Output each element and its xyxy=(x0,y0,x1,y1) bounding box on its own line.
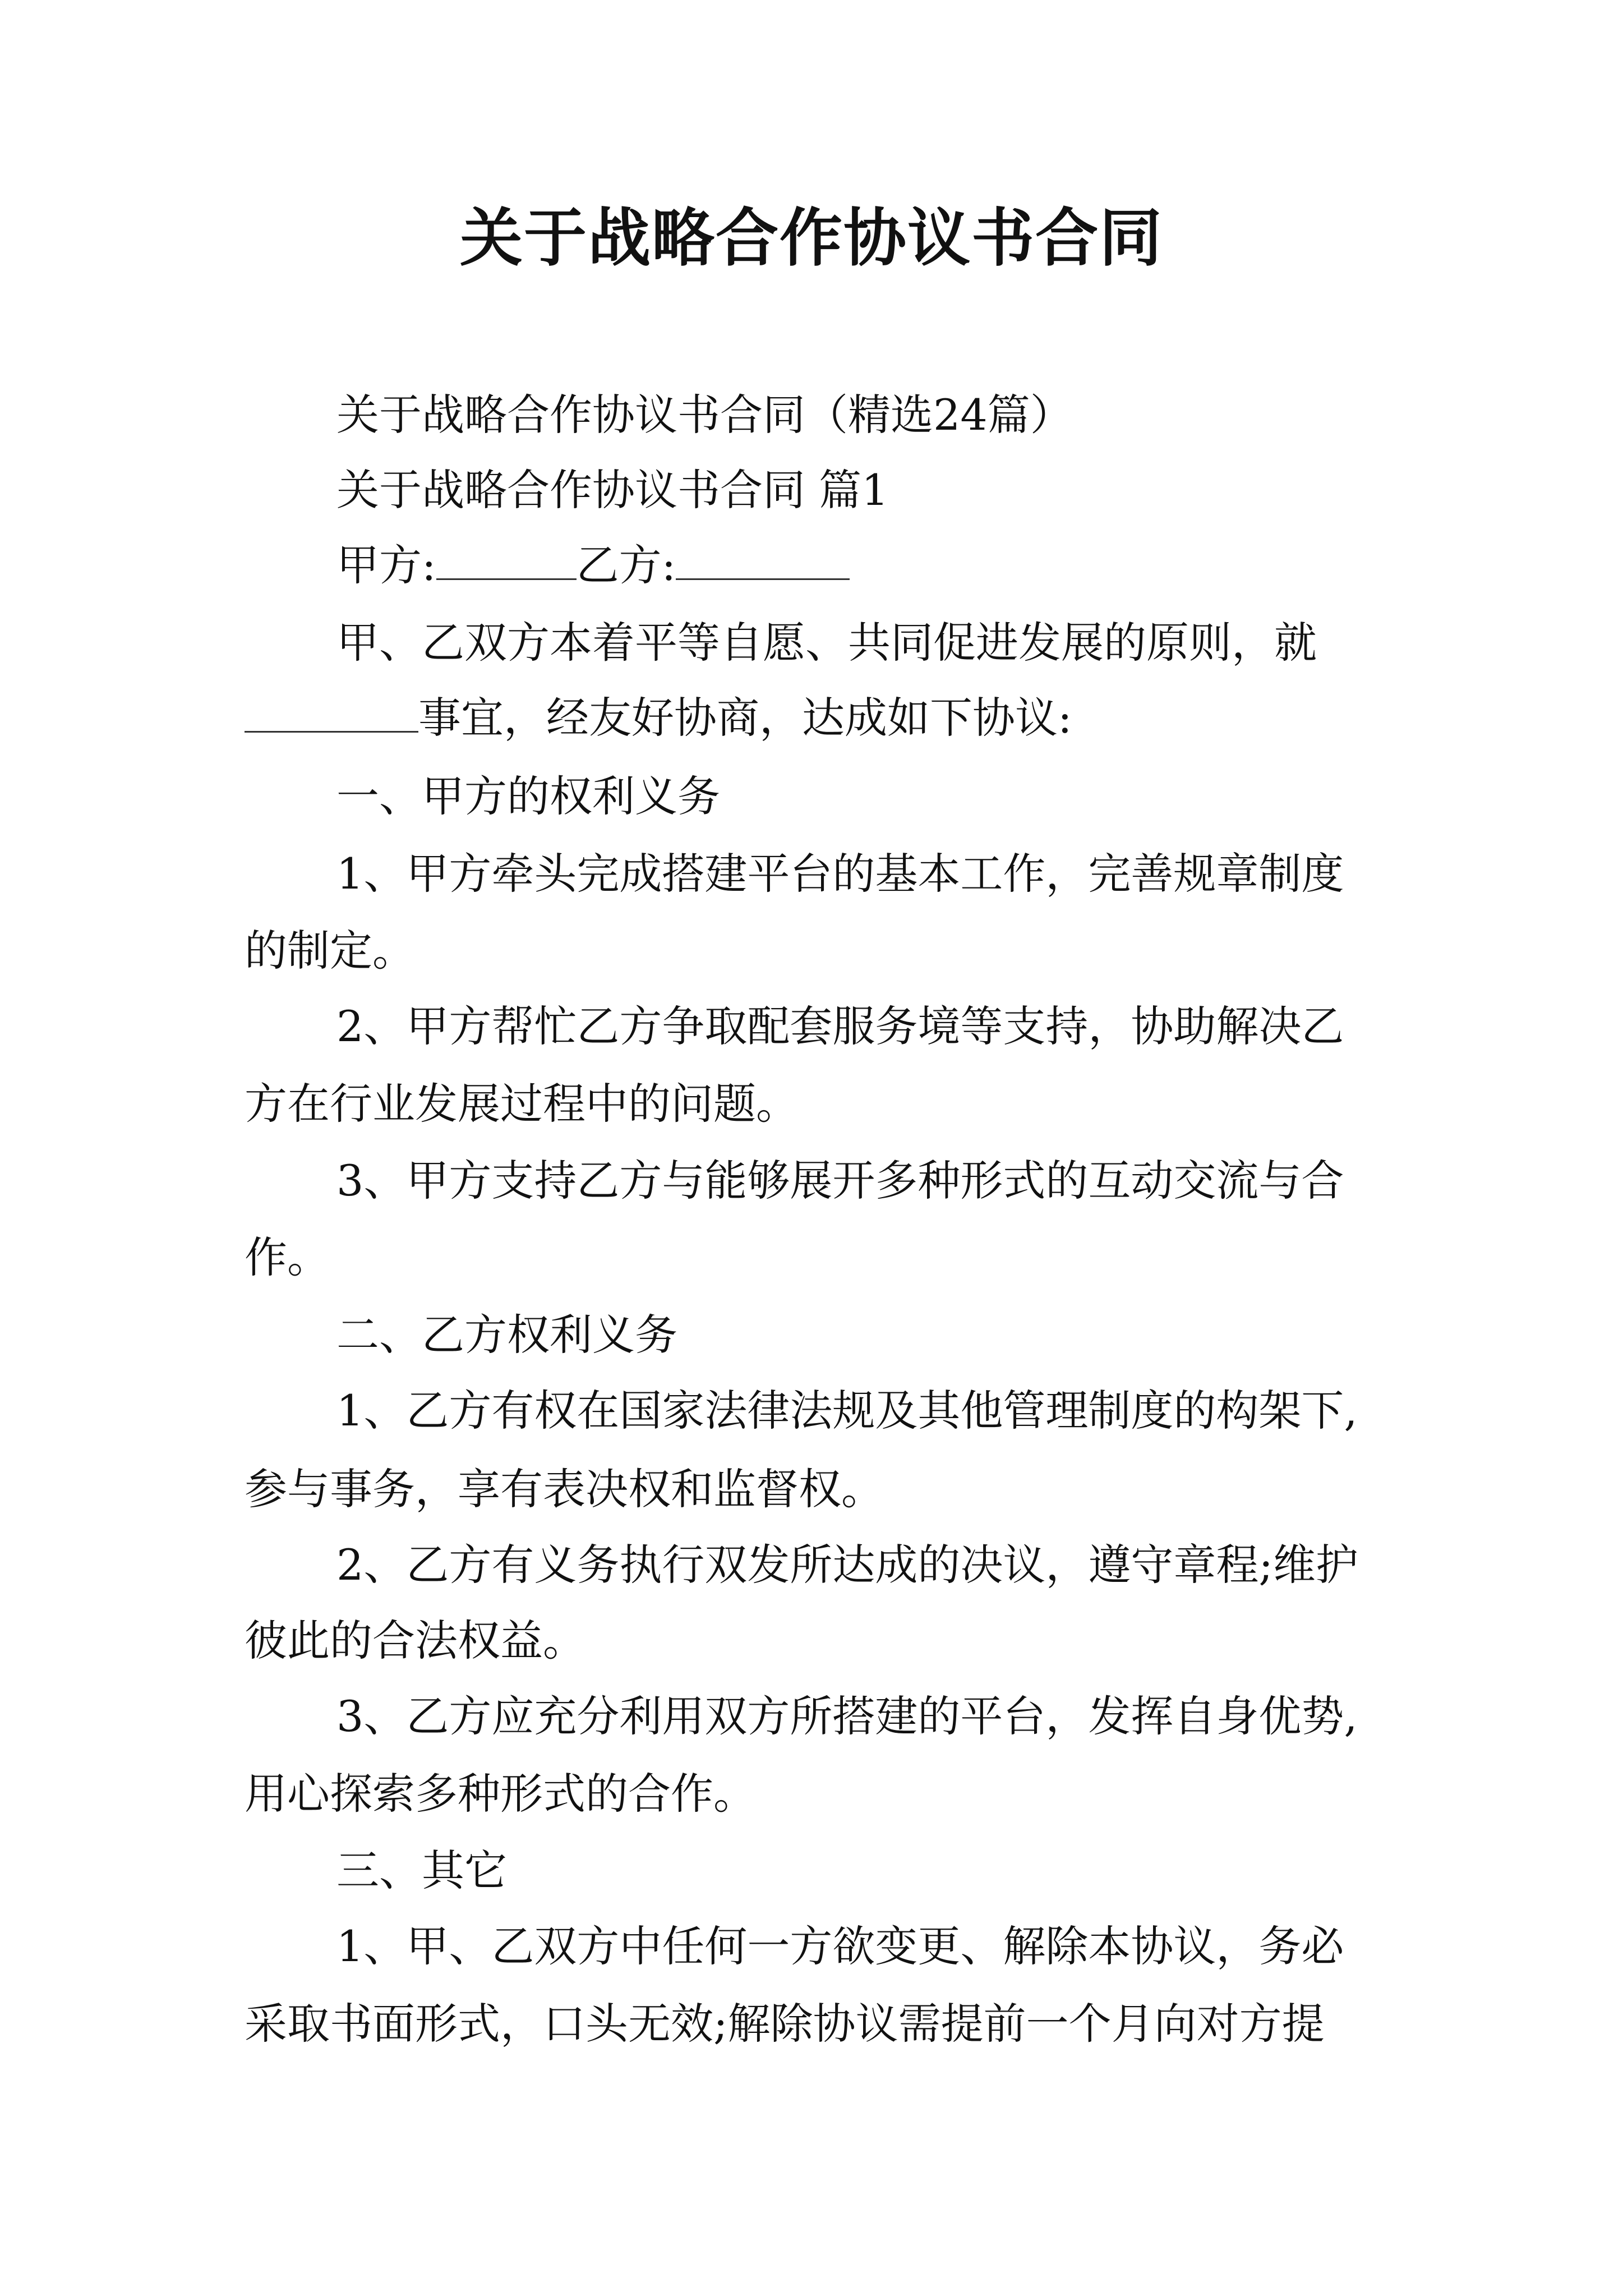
party-a-blank xyxy=(436,544,577,580)
heading-other: 三、其它 xyxy=(336,1846,507,1895)
clause-2-2-line-2: 彼此的合法权益。 xyxy=(245,1616,585,1665)
heading-party-a-rights: 一、甲方的权利义务 xyxy=(336,771,720,821)
clause-1-2-line-2: 方在行业发展过程中的问题。 xyxy=(245,1079,799,1129)
clause-1-3-line-2: 作。 xyxy=(245,1232,330,1282)
clause-2-3-line-2: 用心探索多种形式的合作。 xyxy=(245,1769,756,1819)
party-b-blank xyxy=(676,544,850,580)
clause-1-2-line-1: 2、甲方帮忙乙方争取配套服务境等支持，协助解决乙 xyxy=(336,1001,1344,1051)
party-b-label: 乙方: xyxy=(576,540,676,590)
clause-2-2-line-1: 2、乙方有义务执行双发所达成的决议，遵守章程;维护 xyxy=(336,1540,1358,1590)
clause-2-3-line-1: 3、乙方应充分利用双方所搭建的平台，发挥自身优势, xyxy=(336,1691,1358,1741)
clause-1-1-line-1: 1、甲方牵头完成搭建平台的基本工作，完善规章制度 xyxy=(336,849,1344,899)
clause-2-1-line-1: 1、乙方有权在国家法律法规及其他管理制度的构架下, xyxy=(336,1386,1358,1435)
party-a-label: 甲方: xyxy=(336,540,436,590)
intro-line-1: 甲、乙双方本着平等自愿、共同促进发展的原则，就 xyxy=(336,618,1317,668)
parties-line xyxy=(336,537,850,593)
clause-3-1-line-2: 采取书面形式，口头无效;解除协议需提前一个月向对方提 xyxy=(245,1999,1325,2049)
clause-3-1-line-1: 1、甲、乙双方中任何一方欲变更、解除本协议，务必 xyxy=(336,1921,1344,1971)
heading-party-b-rights: 二、乙方权利义务 xyxy=(336,1310,677,1360)
clause-1-3-line-1: 3、甲方支持乙方与能够展开多种形式的互动交流与合 xyxy=(336,1156,1344,1205)
intro-line-2 xyxy=(245,690,1072,746)
document-title: 关于战略合作协议书合同 xyxy=(460,201,1163,275)
clause-2-1-line-2: 参与事务，享有表决权和监督权。 xyxy=(245,1464,884,1514)
matter-blank xyxy=(245,696,418,733)
document-subtitle: 关于战略合作协议书合同（精选24篇） xyxy=(336,390,1073,440)
intro-line-2-text: 事宜，经友好协商，达成如下协议: xyxy=(418,693,1072,743)
section-header: 关于战略合作协议书合同 篇1 xyxy=(336,465,889,515)
clause-1-1-line-2: 的制定。 xyxy=(245,926,415,976)
